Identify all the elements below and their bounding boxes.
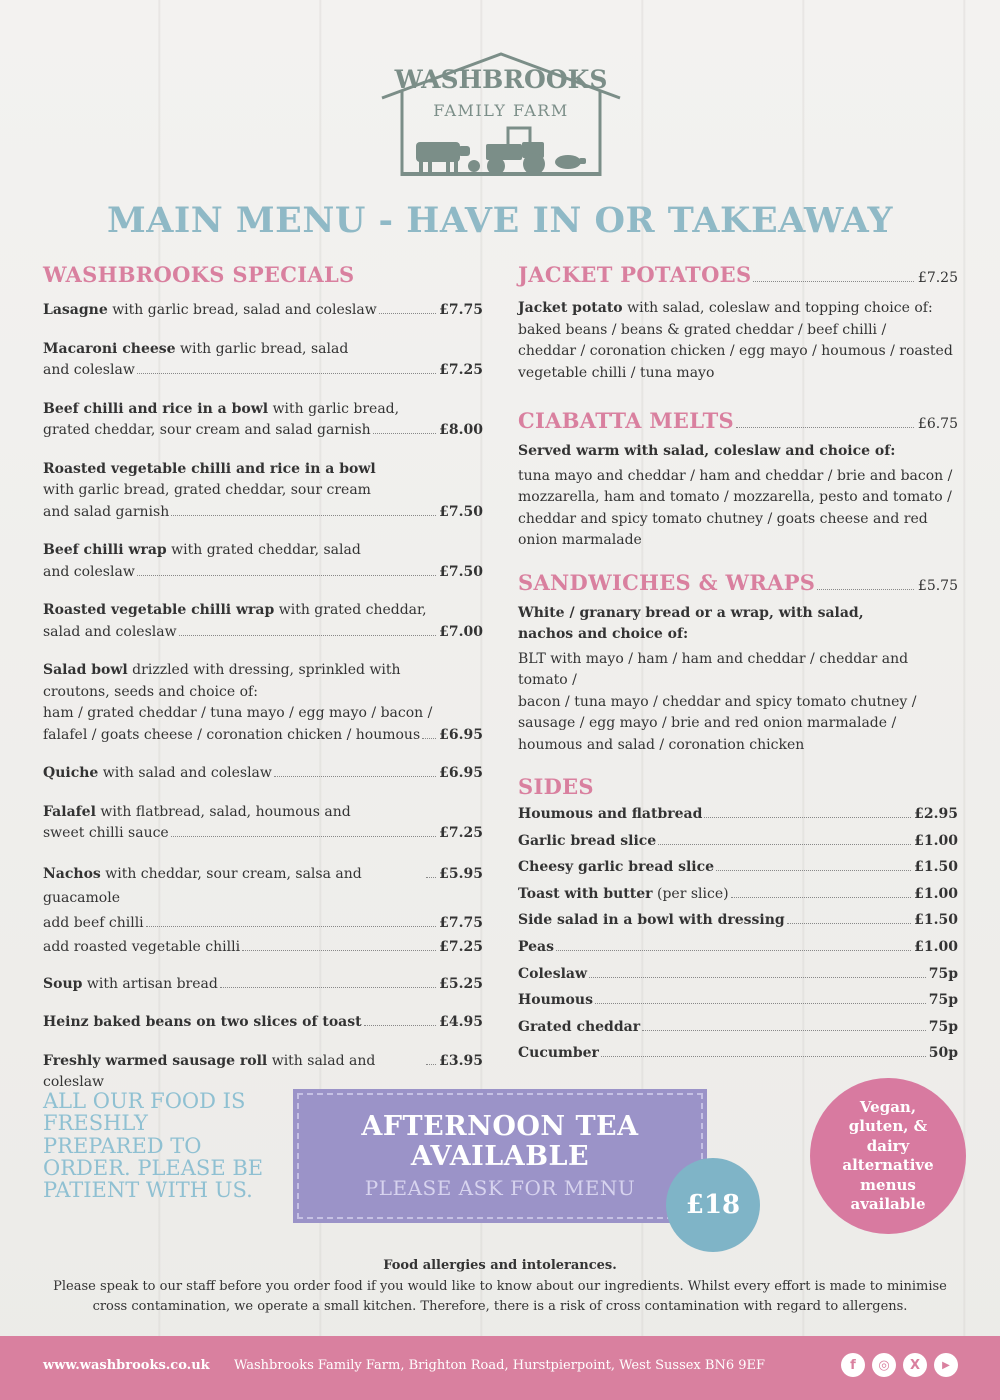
instagram-icon[interactable]: ◎: [872, 1353, 896, 1377]
menu-item-baked-beans: Heinz baked beans on two slices of toast £4.95: [43, 1014, 483, 1030]
specials-title: WASHBROOKS SPECIALS: [43, 262, 355, 287]
address: Washbrooks Family Farm, Brighton Road, Hurstpierpoint, West Sussex BN6 9EF: [234, 1358, 766, 1373]
ciabatta-desc: Served warm with salad, coleslaw and choice of: tuna mayo and cheddar / ham and cheddar / brie and bacon / mozzarella, ham and tomato / mozzarella, pesto and tomato / cheddar and spicy tomato chutney / goats cheese and red onion marmalade: [518, 443, 953, 548]
menu-item-sausage-roll: Freshly warmed sausage roll with salad and coleslaw £3.95: [43, 1052, 483, 1090]
footer: [0, 1336, 1000, 1400]
website-link[interactable]: www.washbrooks.co.uk: [43, 1358, 210, 1373]
menu-item-soup: Soup with artisan bread £5.25: [43, 975, 483, 992]
menu-item-beef-chilli-bowl: Beef chilli and rice in a bowl with garlic bread, grated cheddar, sour cream and salad garnish £8.00: [43, 400, 483, 438]
side-item: Cheesy garlic bread slice £1.50: [518, 859, 958, 876]
sandwiches-price: £5.75: [917, 577, 958, 594]
menu-item-quiche: Quiche with salad and coleslaw £6.95: [43, 765, 483, 781]
side-item: Grated cheddar 75p: [518, 1018, 958, 1035]
jacket-header: [518, 262, 958, 287]
allergy-line: Please speak to our staff before you order food if you would like to know about our ingredients. Whilst every effort is made to minimise: [53, 1278, 947, 1294]
menu-item-falafel: Falafel with flatbread, salad, houmous and sweet chilli sauce £7.25: [43, 803, 483, 841]
side-item: Peas £1.00: [518, 938, 958, 955]
menu-item-salad-bowl: Salad bowl drizzled with dressing, sprinkled with croutons, seeds and choice of: ham / grated cheddar / tuna mayo / egg mayo / bacon / falafel / goats cheese / coronation chicken / houmous £6.95: [43, 662, 483, 743]
allergy-title: Food allergies and intolerances.: [383, 1258, 617, 1273]
washbrooks-logo: [378, 50, 624, 180]
afternoon-tea-box: [297, 1093, 703, 1219]
side-item: Garlic bread slice £1.00: [518, 832, 958, 849]
specials-section: [43, 262, 483, 1094]
youtube-icon[interactable]: ▶: [934, 1353, 958, 1377]
menu-item-nachos: Nachos with cheddar, sour cream, salsa and guacamole £5.95 add beef chilli £7.75 add roasted vegetable chilli £7.25: [43, 865, 483, 955]
jacket-price: £7.25: [917, 270, 958, 286]
facebook-icon[interactable]: f: [841, 1353, 865, 1377]
menu-item-lasagne: Lasagne with garlic bread, salad and coleslaw £7.75: [43, 302, 483, 318]
side-item: Toast with butter (per slice) £1.00: [518, 885, 958, 902]
x-icon[interactable]: X: [903, 1353, 927, 1377]
vegan-badge: Vegan, gluten, & dairy alternative menus available: [810, 1078, 966, 1234]
tea-price-badge: £18: [666, 1158, 760, 1252]
tea-title: AFTERNOON TEA AVAILABLE: [361, 1111, 639, 1172]
ciabatta-price: £6.75: [917, 416, 958, 432]
side-item: Houmous 75p: [518, 992, 958, 1009]
allergy-notice: [30, 1256, 970, 1318]
sides-list: [518, 801, 958, 1067]
menu-item-veg-chilli-bowl: Roasted vegetable chilli and rice in a bowl with garlic bread, grated cheddar, sour cream and salad garnish £7.50: [43, 460, 483, 520]
menu-item-veg-chilli-wrap: Roasted vegetable chilli wrap with grated cheddar, salad and coleslaw £7.00: [43, 602, 483, 640]
logo-sub: FAMILY FARM: [433, 101, 569, 120]
page-title: MAIN MENU - HAVE IN OR TAKEAWAY: [106, 200, 894, 241]
allergy-line: cross contamination, we operate a small kitchen. Therefore, there is a risk of cross contamination with regard to allergens.: [92, 1299, 908, 1314]
sandwiches-header: [518, 570, 958, 595]
logo-name: WASHBROOKS: [394, 65, 608, 94]
menu-item-beef-chilli-wrap: Beef chilli wrap with grated cheddar, salad and coleslaw £7.50: [43, 542, 483, 580]
side-item: Coleslaw 75p: [518, 965, 958, 982]
jacket-title: JACKET POTATOES: [518, 262, 752, 287]
sandwiches-desc: White / granary bread or a wrap, with salad, nachos and choice of: BLT with mayo / ham / ham and cheddar / cheddar and tomato / bacon / tuna mayo / cheddar and spicy tomato chutney / sausage / egg mayo / brie and red onion marmalade / houmous and salad / coronation chicken: [518, 604, 917, 753]
jacket-desc: Jacket potato with salad, coleslaw and topping choice of: baked beans / beans & grated cheddar / beef chilli / cheddar / coronation chicken / egg mayo / houmous / roasted vegetable chilli / tuna mayo: [518, 300, 953, 381]
side-item: Side salad in a bowl with dressing £1.50: [518, 912, 958, 929]
ciabatta-title: CIABATTA MELTS: [518, 408, 734, 433]
side-item: Cucumber 50p: [518, 1045, 958, 1062]
sides-title: SIDES: [518, 774, 594, 799]
menu-item-macaroni: Macaroni cheese with garlic bread, salad and coleslaw £7.25: [43, 340, 483, 378]
ciabatta-header: [518, 408, 958, 433]
right-column: [518, 262, 958, 1067]
sandwiches-title: SANDWICHES & WRAPS: [518, 569, 816, 595]
tea-subtitle: PLEASE ASK FOR MENU: [364, 1176, 636, 1200]
side-item: Houmous and flatbread £2.95: [518, 806, 958, 822]
fresh-note: ALL OUR FOOD IS FRESHLY PREPARED TO ORDER. PLEASE BE PATIENT WITH US.: [43, 1089, 264, 1203]
